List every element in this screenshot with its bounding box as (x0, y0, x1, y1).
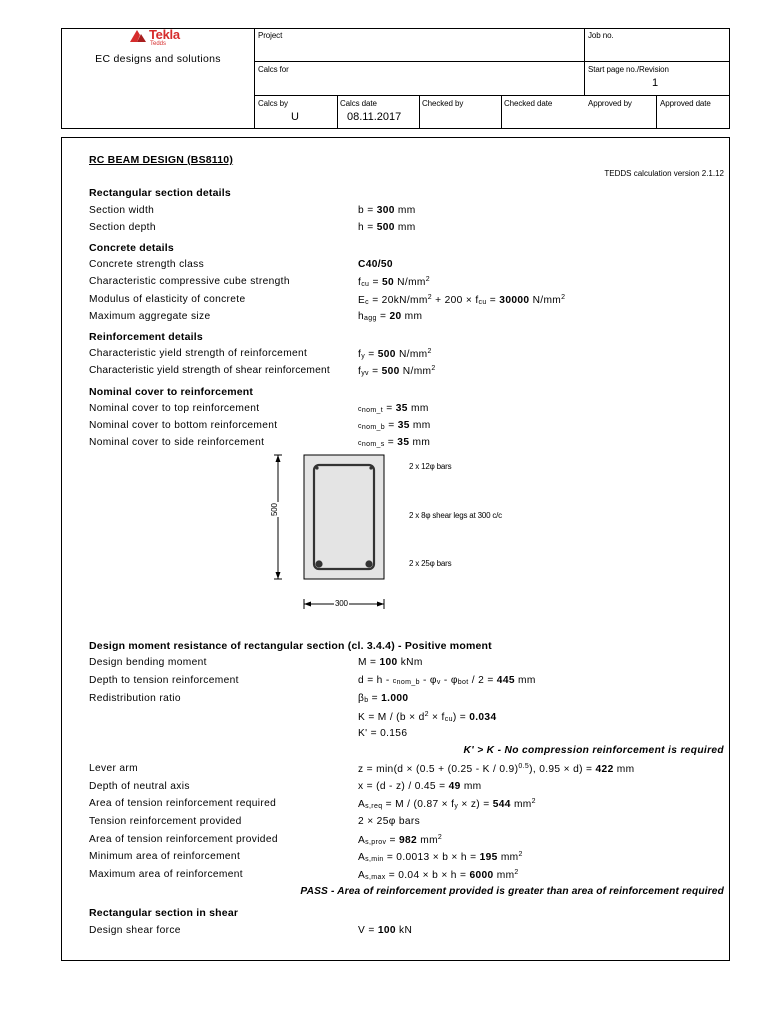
dimension-depth-label: 500 (270, 503, 279, 516)
approvedby-label: Approved by (588, 99, 632, 108)
arrow-head (276, 572, 281, 579)
arrow-head (276, 455, 281, 462)
doc-title: RC BEAM DESIGN (BS8110) (89, 154, 234, 166)
row-value: $A_{s,prov} = 982$ $mm^2$ (358, 834, 443, 846)
row-value: $d = h - c_{nom\_b} - \varphi_v - \varphi_{bot} / 2 = 445$ mm (358, 675, 536, 686)
header-divider (254, 28, 255, 129)
arrow-head (377, 602, 384, 607)
row-label: Characteristic compressive cube strength (89, 276, 290, 287)
top-bars-label: 2 x 12φ bars (409, 462, 452, 471)
logo-text: Tekla (149, 27, 180, 42)
row-label: Minimum area of reinforcement (89, 851, 241, 862)
row-label: Characteristic yield strength of reinforcement (89, 348, 308, 359)
startpage-value: 1 (652, 77, 659, 89)
header-divider (656, 95, 657, 129)
calcsby-label: Calcs by (258, 99, 288, 108)
calcsby-value: U (291, 111, 299, 123)
startpage-label: Start page no./Revision (588, 65, 669, 74)
header-divider (501, 95, 502, 129)
row-value: h = 500 mm (358, 222, 416, 233)
header-divider (254, 95, 730, 96)
row-value: $f_y = 500$ $N/mm^2$ (358, 348, 432, 360)
row-label: Section depth (89, 222, 156, 233)
arrow-head (304, 602, 311, 607)
row-value: x = (d - z) / 0.45 = 49 mm (358, 781, 482, 792)
version-text: TEDDS calculation version 2.1.12 (604, 169, 724, 178)
row-label: Nominal cover to bottom reinforcement (89, 420, 278, 431)
section-heading: Concrete details (89, 242, 174, 254)
check-result: K' > K - No compression reinforcement is required (463, 745, 724, 756)
row-value: K' = 0.156 (358, 728, 408, 739)
row-label: Depth of neutral axis (89, 781, 190, 792)
row-label: Design bending moment (89, 657, 207, 668)
top-bar (369, 466, 372, 469)
row-value: $f_{yv} = 500$ $N/mm^2$ (358, 365, 436, 377)
logo-subtext: Tedds (150, 41, 167, 47)
company-name: EC designs and solutions (95, 53, 221, 65)
row-label: Nominal cover to top reinforcement (89, 403, 260, 414)
bottom-bar (315, 560, 322, 567)
row-label: Modulus of elasticity of concrete (89, 294, 246, 305)
row-value: 2 × 25φ bars (358, 816, 421, 827)
project-label: Project (258, 31, 283, 40)
row-label: Design shear force (89, 925, 181, 936)
row-value: C40/50 (358, 259, 393, 270)
row-label: Tension reinforcement provided (89, 816, 242, 827)
calcsfor-label: Calcs for (258, 65, 289, 74)
row-label: Nominal cover to side reinforcement (89, 437, 265, 448)
row-value: $\beta_b = 1.000$ (358, 693, 409, 704)
row-label: Section width (89, 205, 155, 216)
row-value: $A_{s,max} = 0.04 \times b \times h = 6000$ $mm^2$ (358, 869, 519, 881)
row-value: $f_{cu} = 50$ $N/mm^2$ (358, 276, 430, 288)
row-label: Area of tension reinforcement provided (89, 834, 278, 845)
row-label: Concrete strength class (89, 259, 205, 270)
header-divider (337, 95, 338, 129)
section-diagram (260, 448, 410, 616)
row-value: $h_{agg} = 20$ mm (358, 311, 423, 322)
checkedby-label: Checked by (422, 99, 464, 108)
concrete-section (304, 455, 384, 579)
dimension-width-label: 300 (335, 599, 348, 608)
row-label: Characteristic yield strength of shear reinforcement (89, 365, 330, 376)
bottom-bars-label: 2 x 25φ bars (409, 559, 452, 568)
jobno-label: Job no. (588, 31, 614, 40)
bottom-bar (365, 560, 372, 567)
check-result: PASS - Area of reinforcement provided is greater than area of reinforcement required (300, 886, 724, 897)
checkeddate-label: Checked date (504, 99, 553, 108)
row-label: Area of tension reinforcement required (89, 798, 277, 809)
top-bar (315, 466, 318, 469)
section-heading: Design moment resistance of rectangular section (cl. 3.4.4) - Positive moment (89, 640, 492, 652)
row-value: $c_{nom\_b} = 35$ mm (358, 420, 431, 431)
tekla-logo-icon (128, 28, 148, 44)
row-label: Depth to tension reinforcement (89, 675, 239, 686)
section-heading: Nominal cover to reinforcement (89, 386, 254, 398)
section-heading: Reinforcement details (89, 331, 203, 343)
section-heading: Rectangular section in shear (89, 907, 239, 919)
row-label: Maximum area of reinforcement (89, 869, 243, 880)
row-value: b = 300 mm (358, 205, 416, 216)
row-value: $E_c = 20kN/mm^2 + 200 \times f_{cu} = 30000$ $N/mm^2$ (358, 294, 566, 306)
shear-legs-label: 2 x 8φ shear legs at 300 c/c (409, 511, 502, 520)
row-label: Redistribution ratio (89, 693, 181, 704)
header-divider (419, 95, 420, 129)
row-value: z = min(d × (0.5 + (0.25 - K / 0.9)$^{0.5}$), 0.95 × d) = 422 mm (358, 763, 635, 775)
header-divider (254, 61, 730, 62)
row-value: $K = M / (b \times d^2 \times f_{cu}) = 0.034$ (358, 711, 497, 723)
approveddate-label: Approved date (660, 99, 711, 108)
calcsdate-value: 08.11.2017 (347, 111, 402, 123)
row-value: $c_{nom\_s} = 35$ mm (358, 437, 431, 448)
section-heading: Rectangular section details (89, 187, 231, 199)
row-value: V = 100 kN (358, 925, 413, 936)
row-value: $A_{s,min} = 0.0013 \times b \times h = 195$ $mm^2$ (358, 851, 523, 863)
row-value: $c_{nom\_t} = 35$ mm (358, 403, 429, 414)
row-label: Lever arm (89, 763, 139, 774)
row-value: M = 100 kNm (358, 657, 423, 668)
row-value: $A_{s,req} = M / (0.87 \times f_y \times z) = 544$ $mm^2$ (358, 798, 536, 810)
calcsdate-label: Calcs date (340, 99, 377, 108)
row-label: Maximum aggregate size (89, 311, 211, 322)
